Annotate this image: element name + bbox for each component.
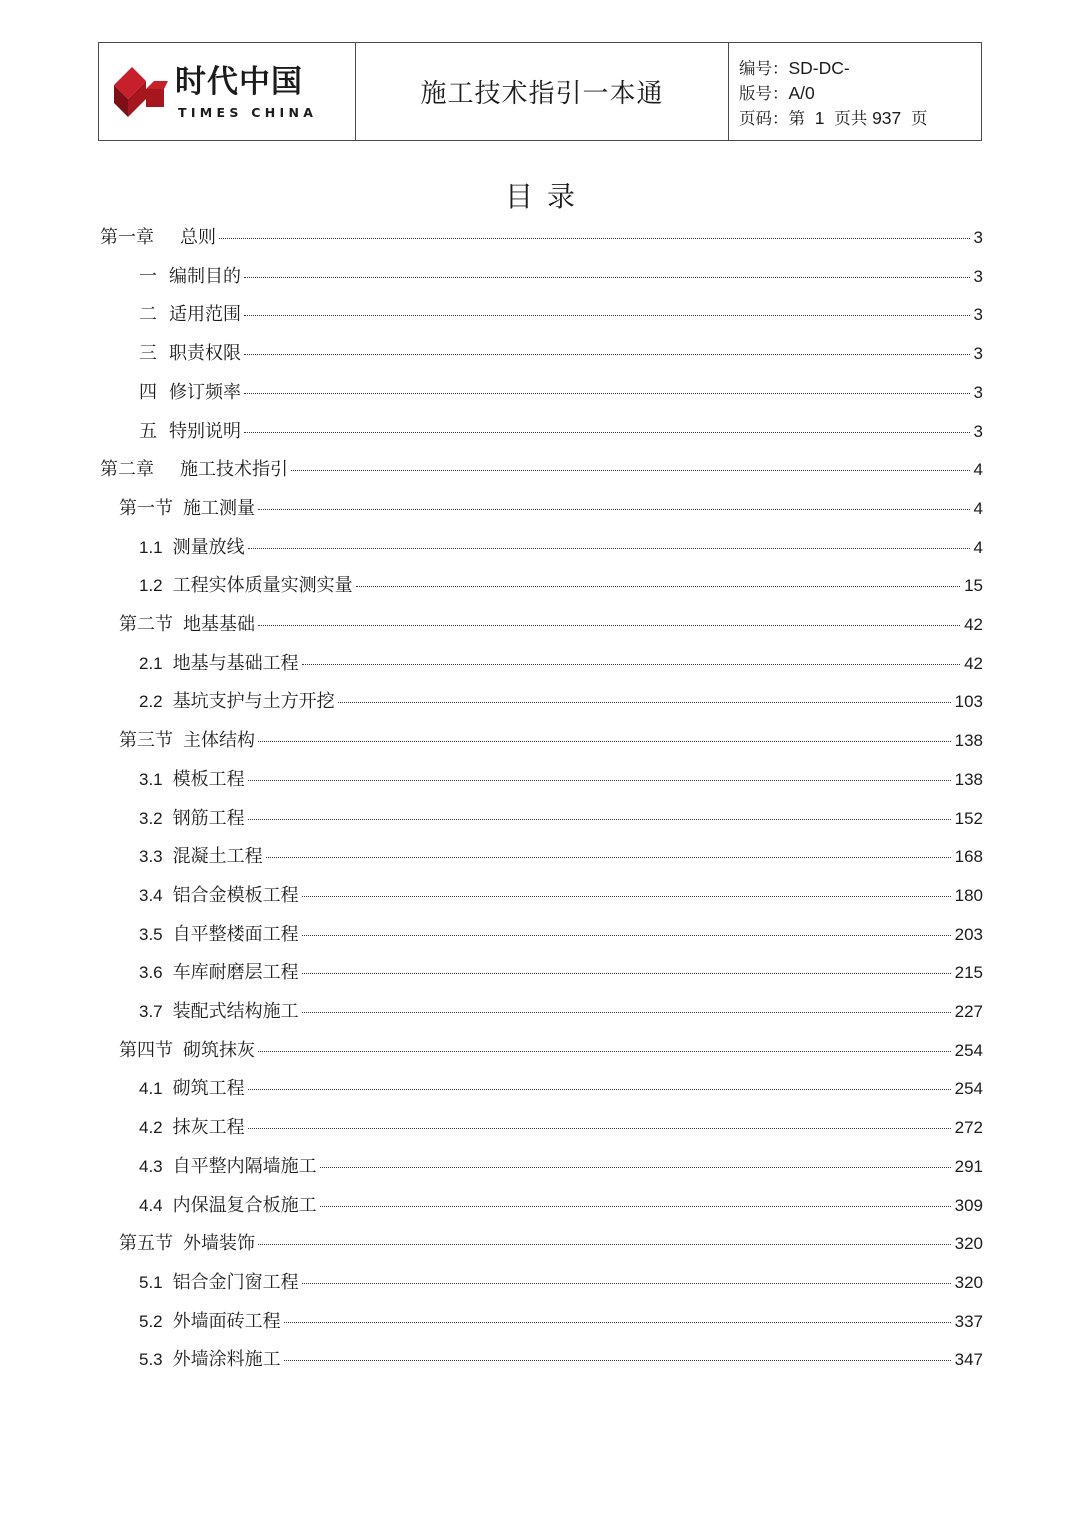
toc-dot-leader <box>219 238 970 239</box>
toc-entry[interactable] <box>119 1229 983 1261</box>
toc-entry-title: 总则 <box>180 227 216 248</box>
toc-entry-page: 320 <box>954 1272 983 1292</box>
toc-entry-page: 291 <box>954 1156 983 1176</box>
toc-dot-leader <box>248 819 951 820</box>
toc-entry-title: 内保温复合板施工 <box>172 1194 317 1216</box>
toc-entry-page: 103 <box>954 692 983 712</box>
page-label: 页码： <box>739 109 789 128</box>
toc-dot-leader <box>284 1322 951 1323</box>
toc-entry-page: 3 <box>973 228 983 247</box>
toc-entry-page: 254 <box>954 1079 983 1099</box>
toc-entry-title: 模板工程 <box>172 768 245 790</box>
toc-entry-number: 3.6 <box>139 963 163 983</box>
toc-entry-title: 特别说明 <box>169 420 241 442</box>
toc-dot-leader <box>291 470 970 471</box>
toc-entry-title: 测量放线 <box>172 536 245 558</box>
toc-dot-leader <box>248 780 951 781</box>
toc-entry-page: 42 <box>964 615 983 634</box>
toc-entry-number: 三 <box>139 343 157 365</box>
times-china-logo-icon <box>110 63 168 119</box>
toc-entry[interactable] <box>139 997 983 1029</box>
toc-entry-page: 337 <box>954 1311 983 1331</box>
toc-entry[interactable] <box>139 1113 983 1145</box>
toc-dot-leader <box>302 664 960 665</box>
toc-entry-number: 3.1 <box>139 769 163 789</box>
toc-entry-number: 3.5 <box>139 924 163 944</box>
doc-number-line <box>739 56 981 81</box>
toc-entry-page: 309 <box>954 1195 983 1215</box>
toc-entry-number: 3.4 <box>139 885 163 905</box>
toc-entry-title: 主体结构 <box>183 730 255 752</box>
toc-entry-number: 4.4 <box>139 1195 163 1215</box>
toc-entry-title: 外墙涂料施工 <box>172 1349 281 1371</box>
toc-entry-label: 第一章 <box>100 227 154 248</box>
version-line <box>739 81 981 106</box>
toc-entry-title: 钢筋工程 <box>172 807 245 829</box>
toc-entry-title: 职责权限 <box>169 343 241 365</box>
toc-entry-number: 5.2 <box>139 1311 163 1331</box>
version-value: A/0 <box>788 83 815 103</box>
toc-entry-title: 外墙面砖工程 <box>172 1310 281 1332</box>
toc-entry-title: 施工测量 <box>183 497 255 519</box>
toc-entry[interactable] <box>139 1307 983 1339</box>
toc-entry[interactable] <box>139 920 983 952</box>
toc-dot-leader <box>320 1206 951 1207</box>
toc-entry-title: 混凝土工程 <box>172 846 263 868</box>
toc-entry-label: 第四节 <box>119 1039 173 1061</box>
logo-cell <box>99 43 356 140</box>
toc-dot-leader <box>266 857 951 858</box>
toc-entry-number: 4.2 <box>139 1118 163 1138</box>
brand-name-cn: 时代中国 <box>175 64 303 100</box>
toc-dot-leader <box>248 548 970 549</box>
toc-entry-number: 1.2 <box>139 576 163 596</box>
toc-entry[interactable] <box>139 378 983 410</box>
toc-entry[interactable] <box>119 1036 983 1068</box>
toc-entry-title: 地基基础 <box>183 614 255 635</box>
toc-entry-title: 自平整内隔墙施工 <box>172 1155 317 1177</box>
toc-entry-title: 地基与基础工程 <box>172 652 299 674</box>
toc-entry[interactable] <box>100 455 983 487</box>
toc-dot-leader <box>244 393 970 394</box>
toc-entry-title: 外墙装饰 <box>183 1233 255 1255</box>
toc-entry-page: 272 <box>954 1118 983 1138</box>
toc-entry-number: 二 <box>139 304 157 326</box>
toc-heading: 目录 <box>504 180 589 213</box>
toc-entry[interactable] <box>139 842 983 874</box>
toc-entry[interactable] <box>139 1191 983 1223</box>
toc-entry[interactable] <box>119 610 983 642</box>
document-header <box>98 42 982 141</box>
toc-entry-number: 一 <box>139 265 157 287</box>
toc-entry-number: 3.3 <box>139 847 163 867</box>
toc-dot-leader <box>258 625 960 626</box>
toc-entry-title: 适用范围 <box>169 304 241 326</box>
toc-entry-number: 3.2 <box>139 808 163 828</box>
toc-entry[interactable] <box>139 687 983 719</box>
toc-entry-number: 4.3 <box>139 1156 163 1176</box>
toc-dot-leader <box>248 1128 951 1129</box>
toc-entry-number: 3.7 <box>139 1002 163 1021</box>
toc-entry[interactable] <box>100 223 983 255</box>
toc-entry-page: 254 <box>954 1040 983 1060</box>
toc-entry-page: 227 <box>954 1002 983 1021</box>
toc-entry-page: 4 <box>973 498 983 518</box>
toc-entry-title: 铝合金模板工程 <box>172 884 299 906</box>
toc-entry-label: 第五节 <box>119 1233 173 1255</box>
toc-dot-leader <box>244 277 970 278</box>
toc-dot-leader <box>284 1360 951 1361</box>
toc-entry-page: 180 <box>954 885 983 905</box>
toc-dot-leader <box>302 1012 951 1013</box>
toc-entry[interactable] <box>139 571 983 603</box>
toc-entry[interactable] <box>139 339 983 371</box>
toc-entry[interactable] <box>139 1152 983 1184</box>
toc-entry-title: 铝合金门窗工程 <box>172 1271 299 1293</box>
toc-entry[interactable] <box>139 262 983 294</box>
toc-entry-number: 5.1 <box>139 1272 163 1292</box>
toc-entry-page: 15 <box>964 576 983 596</box>
toc-entry-page: 203 <box>954 924 983 944</box>
toc-entry-title: 基坑支护与土方开挖 <box>172 691 335 713</box>
toc-entry-title: 车库耐磨层工程 <box>172 962 299 984</box>
page-prefix: 第 <box>788 109 805 128</box>
toc-entry-page: 4 <box>973 537 983 557</box>
toc-entry-page: 215 <box>954 963 983 983</box>
toc-entry-label: 第二章 <box>100 459 154 481</box>
page-suffix: 页 <box>911 109 928 128</box>
toc-entry-number: 5.3 <box>139 1350 163 1370</box>
toc-entry-title: 编制目的 <box>169 265 241 287</box>
toc-entry-number: 4.1 <box>139 1079 163 1099</box>
document-title: 施工技术指引一本通 <box>420 79 664 109</box>
toc-dot-leader <box>258 741 951 742</box>
doc-number-value: SD-DC- <box>788 58 850 78</box>
toc-entry-title: 砌筑工程 <box>172 1078 245 1100</box>
title-cell <box>356 43 729 140</box>
toc-entry-page: 320 <box>954 1234 983 1254</box>
toc-entry-title: 砌筑抹灰 <box>183 1039 255 1061</box>
toc-dot-leader <box>244 315 970 316</box>
toc-entry-page: 3 <box>973 382 983 402</box>
toc-dot-leader <box>244 432 970 433</box>
page-info-line <box>739 106 981 131</box>
toc-dot-leader <box>338 702 951 703</box>
toc-dot-leader <box>302 935 951 936</box>
toc-entry-number: 五 <box>139 420 157 442</box>
page-total-prefix: 页共 <box>834 109 868 128</box>
page-total: 937 <box>872 108 902 128</box>
toc-entry[interactable] <box>119 726 983 758</box>
toc-dot-leader <box>302 1283 951 1284</box>
toc-entry-number: 2.1 <box>139 653 163 673</box>
toc-entry-page: 4 <box>973 460 983 480</box>
toc-dot-leader <box>248 1089 951 1090</box>
toc-entry[interactable] <box>139 300 983 332</box>
toc-entry-label: 第一节 <box>119 497 173 519</box>
toc-dot-leader <box>258 1051 951 1052</box>
toc-entry[interactable] <box>139 881 983 913</box>
toc-entry-page: 347 <box>954 1350 983 1370</box>
toc-entry-page: 152 <box>954 808 983 828</box>
toc-entry-page: 138 <box>954 769 983 789</box>
toc-entry[interactable] <box>139 765 983 797</box>
doc-number-label: 编号： <box>739 59 789 78</box>
toc-entry[interactable] <box>139 417 983 449</box>
toc-entry-page: 3 <box>973 344 983 364</box>
toc-dot-leader <box>302 896 951 897</box>
toc-dot-leader <box>244 354 970 355</box>
toc-entry[interactable] <box>139 1345 983 1377</box>
toc-entry[interactable] <box>119 494 983 526</box>
toc-dot-leader <box>258 1244 951 1245</box>
toc-dot-leader <box>302 973 951 974</box>
toc-entry-title: 装配式结构施工 <box>172 1001 299 1022</box>
toc-entry-page: 168 <box>954 847 983 867</box>
toc-entry-number: 四 <box>139 381 157 403</box>
toc-entry-number: 2.2 <box>139 692 163 712</box>
toc-entry-title: 自平整楼面工程 <box>172 923 299 945</box>
toc-entry[interactable] <box>139 958 983 990</box>
toc-dot-leader <box>320 1167 951 1168</box>
toc-entry-title: 修订频率 <box>169 381 241 403</box>
version-label: 版号： <box>739 84 789 103</box>
toc-entry-label: 第二节 <box>119 614 173 635</box>
toc-entry-title: 工程实体质量实测实量 <box>172 575 353 597</box>
toc-entry-title: 施工技术指引 <box>180 459 288 481</box>
toc-entry[interactable] <box>139 533 983 565</box>
toc-entry[interactable] <box>139 1268 983 1300</box>
toc-entry[interactable] <box>139 804 983 836</box>
page-current: 1 <box>814 108 825 128</box>
toc-entry-page: 42 <box>964 653 983 673</box>
toc-entry[interactable] <box>139 649 983 681</box>
toc-entry-page: 3 <box>973 266 983 286</box>
toc-entry-page: 3 <box>973 421 983 441</box>
toc-entry-page: 3 <box>973 305 983 325</box>
toc-entry[interactable] <box>139 1074 983 1106</box>
brand-name-en: TIMES CHINA <box>178 105 318 120</box>
meta-cell <box>729 43 981 140</box>
toc-dot-leader <box>258 509 970 510</box>
toc-entry-page: 138 <box>954 731 983 751</box>
toc-dot-leader <box>356 586 960 587</box>
toc-entry-label: 第三节 <box>119 730 173 752</box>
toc-entry-title: 抹灰工程 <box>172 1117 245 1139</box>
toc-entry-number: 1.1 <box>139 537 163 557</box>
